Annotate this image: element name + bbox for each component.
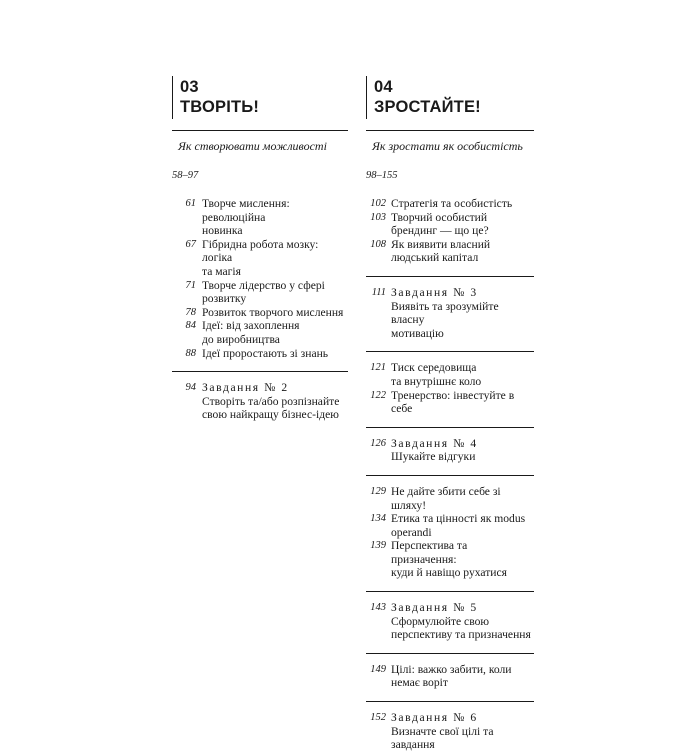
toc-group: [172, 197, 348, 360]
chapter-subtitle: Як зростати як особистість: [366, 130, 534, 153]
entry-title-line: Перспектива та призначення:: [391, 539, 468, 566]
page-number: 94: [185, 382, 196, 394]
page-number: 122: [370, 389, 386, 401]
entry-title-line: Шукайте відгуки: [391, 450, 476, 464]
entry-title-line: немає воріт: [391, 676, 448, 690]
page-number: 126: [370, 437, 386, 449]
page-number: 102: [370, 198, 386, 209]
entry-title-line: Сформулюйте свою: [391, 614, 490, 628]
chapter-column-04: [366, 76, 534, 752]
entry-title-line: Розвиток творчого мислення: [202, 305, 344, 319]
entry-body: [202, 279, 325, 306]
task-label: Завдання № 5: [391, 601, 478, 615]
chapter-number: 04: [374, 78, 393, 96]
chapter-number: 03: [180, 78, 199, 96]
entry-body: [391, 197, 512, 211]
entry-body: [391, 238, 490, 265]
toc-entry: [172, 238, 348, 279]
page-number: 78: [185, 306, 196, 318]
toc-entry: [366, 211, 534, 238]
entry-title-line: розвитку: [202, 292, 247, 306]
entry-body: [391, 286, 534, 340]
page-number: 149: [370, 663, 386, 675]
entry-title-line: operandi: [391, 525, 432, 539]
entry-title-line: Творче мислення: революційна: [202, 197, 290, 224]
entry-body: [391, 512, 525, 539]
task-label: Завдання № 4: [391, 436, 478, 450]
page-number: 152: [370, 712, 386, 724]
toc-task-entry: [366, 437, 534, 464]
entry-body: [391, 361, 481, 388]
toc-entry: [366, 361, 534, 388]
entry-title-line: перспективу та призначення: [391, 628, 531, 642]
page-number: 84: [185, 320, 196, 332]
entry-title-line: Гібридна робота мозку: логіка: [202, 237, 319, 265]
entry-title-line: Ідеї: від захоплення: [202, 319, 300, 333]
page-number: 139: [370, 540, 386, 552]
toc-entry: [366, 663, 534, 690]
entry-title-line: брендинг — що це?: [391, 224, 489, 238]
chapter-page-range: 98–155: [366, 170, 398, 181]
entry-title-line: Як виявити власний: [391, 237, 491, 251]
entry-title-line: Творче лідерство у сфері: [202, 278, 325, 292]
page-number: 129: [370, 485, 386, 497]
entry-title-line: мотивацію: [391, 326, 444, 340]
toc-entry: [366, 485, 534, 512]
entry-body: [391, 711, 534, 752]
toc-group: [366, 197, 534, 265]
entry-title-line: Стратегія та особистість: [391, 197, 513, 210]
toc-group: [366, 653, 534, 690]
chapter-subtitle: Як створювати можливості: [172, 130, 348, 153]
toc-group: [366, 591, 534, 642]
task-label: Завдання № 2: [202, 381, 289, 395]
toc-task-entry: [366, 286, 534, 340]
page-number: 121: [370, 362, 386, 374]
entry-title-line: Цілі: важко забити, коли: [391, 662, 512, 676]
entry-body: [391, 663, 512, 690]
toc-entry: [366, 539, 534, 580]
toc-entry: [366, 512, 534, 539]
entry-title-line: людський капітал: [391, 251, 479, 265]
entry-body: [202, 306, 343, 320]
toc-groups: [172, 197, 348, 422]
page-number: 134: [370, 513, 386, 525]
entry-title-line: та магія: [202, 264, 241, 278]
toc-entry: [172, 197, 348, 238]
page-number: 108: [370, 238, 386, 250]
entry-title-line: куди й навіщо рухатися: [391, 566, 507, 580]
page-number: 71: [185, 279, 196, 291]
toc-group: [366, 475, 534, 580]
page-number: 143: [370, 602, 386, 614]
toc-task-entry: [172, 381, 348, 422]
entry-body: [202, 381, 339, 422]
chapter-header: [366, 76, 534, 119]
toc-entry: [172, 306, 348, 320]
entry-title-line: Ідеї проростають зі знань: [202, 346, 329, 360]
entry-body: [391, 485, 534, 512]
page-number: 67: [185, 238, 196, 250]
entry-title-line: Визначте свої цілі та завдання: [391, 724, 494, 752]
toc-group: [366, 276, 534, 340]
entry-body: [202, 347, 328, 361]
entry-title-line: Тренерство: інвестуйте в себе: [391, 388, 515, 416]
entry-body: [202, 319, 300, 346]
toc-entry: [172, 279, 348, 306]
entry-body: [202, 238, 348, 279]
entry-title-line: Тиск середовища: [391, 361, 477, 375]
chapter-title: ЗРОСТАЙТЕ!: [374, 98, 481, 116]
page-number: 88: [185, 347, 196, 359]
toc-group: [366, 351, 534, 415]
entry-body: [391, 437, 478, 464]
toc-task-entry: [366, 601, 534, 642]
entry-body: [391, 601, 531, 642]
toc-group: [366, 427, 534, 464]
entry-body: [391, 389, 534, 416]
toc-groups: [366, 197, 534, 752]
toc-entry: [172, 319, 348, 346]
entry-body: [202, 197, 348, 238]
entry-title-line: свою найкращу бізнес-ідею: [202, 408, 339, 422]
toc-entry: [366, 238, 534, 265]
toc-task-entry: [366, 711, 534, 752]
page-number: 61: [185, 198, 196, 209]
entry-title-line: новинка: [202, 224, 243, 238]
entry-title-line: та внутрішнє коло: [391, 374, 482, 388]
entry-title-line: Не дайте збити себе зі шляху!: [391, 484, 501, 512]
toc-entry: [366, 389, 534, 416]
page-number: 111: [371, 286, 386, 298]
entry-title-line: Виявіть та зрозумійте власну: [391, 299, 499, 327]
task-label: Завдання № 3: [391, 285, 478, 299]
entry-body: [391, 539, 534, 580]
chapter-column-03: [172, 76, 348, 422]
chapter-header: [172, 76, 348, 119]
toc-group: [172, 371, 348, 422]
toc-group: [366, 701, 534, 752]
entry-title-line: Етика та цінності як modus: [391, 512, 526, 526]
entry-title-line: Створіть та/або розпізнайте: [202, 394, 340, 408]
entry-title-line: до виробництва: [202, 332, 280, 346]
chapter-title: ТВОРІТЬ!: [180, 98, 260, 116]
chapter-page-range: 58–97: [172, 170, 199, 181]
entry-body: [391, 211, 489, 238]
toc-entry: [172, 347, 348, 361]
page-number: 103: [370, 211, 386, 223]
toc-entry: [366, 197, 534, 211]
task-label: Завдання № 6: [391, 711, 478, 725]
entry-title-line: Творчий особистий: [391, 210, 488, 224]
